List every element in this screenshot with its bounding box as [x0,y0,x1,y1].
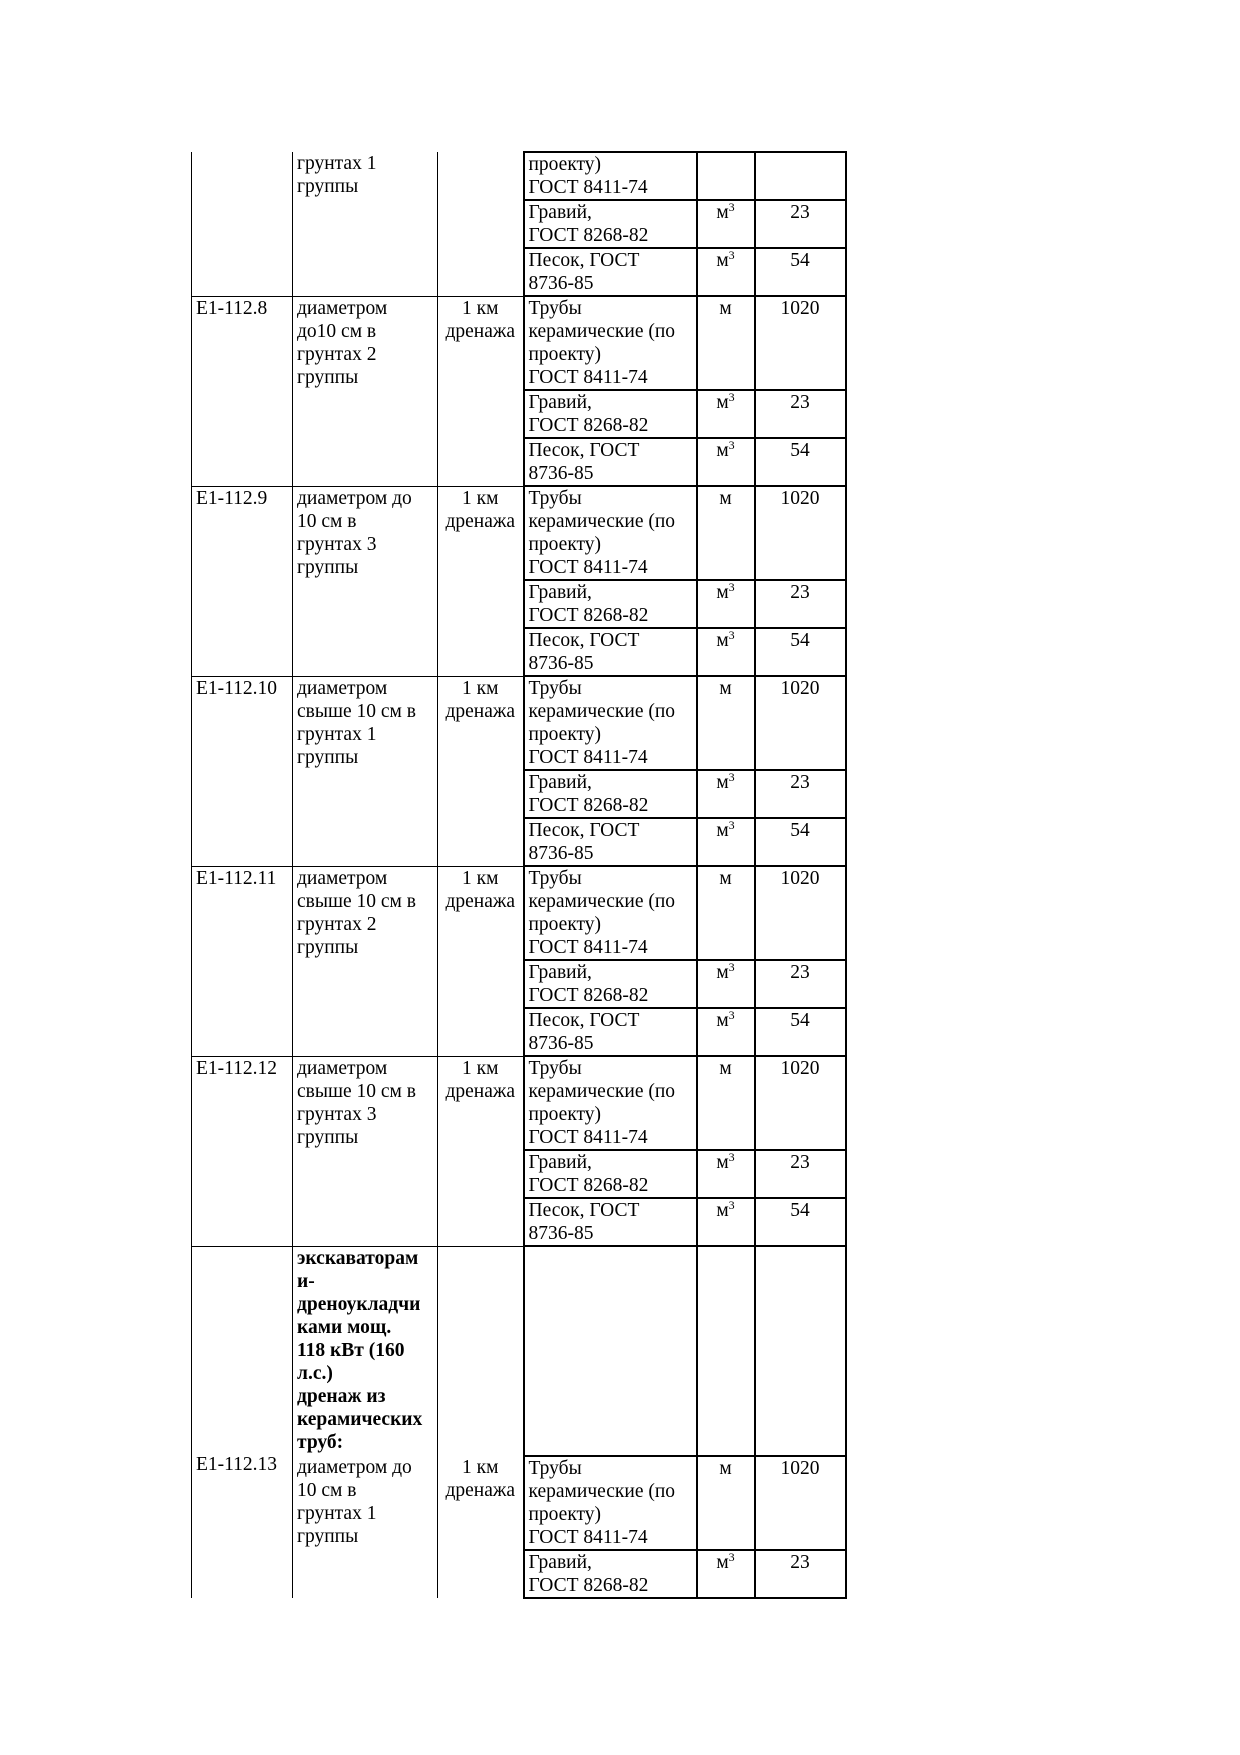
unit-exponent: 3 [728,1550,735,1564]
text-line: Гравий, [528,772,592,793]
quantity-value: 1020 [780,1058,820,1079]
text-line: дренажа [445,700,516,722]
resource-name-cell [524,296,697,390]
resource-name-cell [524,676,697,770]
quantity-value: 54 [790,1200,810,1221]
text-line: Гравий, [528,582,592,603]
resource-unit-cell [697,296,755,390]
text-line: проекту) [528,534,602,555]
quantity-value: 23 [790,1152,810,1173]
text-line: группы [297,746,359,768]
text-line: л.с.) [297,1362,333,1384]
unit-exponent: 3 [728,1150,735,1164]
quantity-cell [755,1198,846,1246]
text-line: группы [297,1126,359,1148]
quantity-cell [755,438,846,486]
resource-unit-cell [697,248,755,296]
text-line: 118 кВт (160 [297,1339,405,1361]
text-line: проекту) [528,914,602,935]
resource-unit: м [716,440,729,461]
text-line: и- [297,1270,315,1292]
resource-unit-cell [697,200,755,248]
code-cell [192,152,293,296]
measure-unit-cell [438,1456,524,1598]
text-line: 8736-85 [528,463,594,484]
resource-name-cell [524,866,697,960]
text-line: Песок, ГОСТ [528,440,640,461]
work-name-cell [293,152,438,296]
code-cell [192,1056,293,1246]
text-line: Песок, ГОСТ [528,820,640,841]
text-line: ками мощ. [297,1316,392,1338]
norm-row [192,152,846,200]
unit-exponent: 3 [728,390,735,404]
text-line: ГОСТ 8411-74 [528,177,648,198]
text-line: Гравий, [528,962,592,983]
quantity-cell [755,296,846,390]
quantity-cell [755,390,846,438]
quantity-value: 23 [790,772,810,793]
text-line: керамические (по [528,701,676,722]
text-line: ГОСТ 8411-74 [528,1127,648,1148]
resource-name-cell [524,1150,697,1198]
text-line: 1 км [462,867,499,889]
text-line: дренажа [445,320,516,342]
text-line: ГОСТ 8268-82 [528,1575,649,1596]
resource-name-cell [524,200,697,248]
resource-name-cell [524,580,697,628]
text-line: ГОСТ 8268-82 [528,605,649,626]
norm-code: Е1-112.9 [196,487,268,509]
quantity-value: 23 [790,1552,810,1573]
resource-name-cell [524,818,697,866]
resource-unit: м [716,1010,729,1031]
text-line: 1 км [462,677,499,699]
text-line: грунтах 1 [297,1503,377,1524]
text-line: керамические (по [528,891,676,912]
code-cell [192,486,293,676]
text-line: проекту) [528,154,602,175]
text-line: ГОСТ 8411-74 [528,937,648,958]
quantity-value: 54 [790,820,810,841]
text-line: диаметром [297,297,388,319]
text-line: дренажа [445,1480,516,1501]
text-line: группы [297,366,359,388]
resource-name-cell [524,628,697,676]
text-line: Гравий, [528,1552,592,1573]
resource-unit-cell [697,390,755,438]
text-line: Трубы [528,1458,582,1479]
resource-name-cell [524,1198,697,1246]
quantity-cell [755,676,846,770]
text-line: проекту) [528,344,602,365]
resource-name-cell [524,1456,697,1550]
resource-unit-cell [697,866,755,960]
resource-unit-cell [697,818,755,866]
resource-unit: м [716,820,729,841]
text-line: дренаж из [297,1385,386,1407]
quantity-value: 1020 [780,298,820,319]
text-line: Гравий, [528,202,592,223]
text-line: ГОСТ 8268-82 [528,985,649,1006]
text-line: группы [297,1526,359,1547]
quantity-value: 54 [790,630,810,651]
text-line: Трубы [528,1058,582,1079]
work-name-cell [293,296,438,486]
text-line: грунтах 2 [297,913,377,935]
text-line: Песок, ГОСТ [528,1010,640,1031]
quantity-value: 54 [790,1010,810,1031]
resource-name-cell [524,390,697,438]
text-line: керамических [297,1408,423,1430]
text-line: диаметром [297,1057,388,1079]
text-line: дренажа [445,890,516,912]
mu-cell [697,1246,755,1456]
text-line: проекту) [528,724,602,745]
resource-unit: м [716,392,729,413]
text-line: керамические (по [528,1081,676,1102]
text-line: 1 км [462,1457,499,1478]
text-line: Песок, ГОСТ [528,630,640,651]
quantity-cell [755,1550,846,1598]
resource-unit: м [716,1552,729,1573]
code-cell [192,676,293,866]
unit-exponent: 3 [728,818,735,832]
work-name-cell [293,866,438,1056]
text-line: проекту) [528,1104,602,1125]
resource-unit: м [716,202,729,223]
text-line: Трубы [528,868,582,889]
resource-unit: м [719,1458,732,1479]
unit-exponent: 3 [728,438,735,452]
text-line: грунтах 3 [297,533,377,555]
quantity-cell [755,1456,846,1550]
resource-norm-table [191,151,847,1599]
text-line: свыше 10 см в [297,1080,416,1102]
resource-name-cell [524,248,697,296]
norm-code: Е1-112.13 [196,1453,278,1475]
resource-unit: м [719,298,732,319]
text-line: 8736-85 [528,843,594,864]
text-line: группы [297,176,359,197]
work-name-cell [293,1056,438,1246]
resource-name-cell [524,770,697,818]
quantity-cell [755,818,846,866]
quantity-value: 23 [790,962,810,983]
resource-name-cell [524,1008,697,1056]
resource-name-cell [524,438,697,486]
resource-unit-cell [697,676,755,770]
resource-unit: м [716,962,729,983]
text-line: дренажа [445,510,516,532]
text-line: 1 км [462,1057,499,1079]
quantity-cell [755,580,846,628]
work-name-cell [293,676,438,866]
resource-name-cell [524,1550,697,1598]
quantity-cell [755,1056,846,1150]
text-line: Трубы [528,488,582,509]
resource-unit: м [716,1152,729,1173]
text-line: грунтах 3 [297,1103,377,1125]
resource-unit-cell [697,628,755,676]
text-line: 1 км [462,297,499,319]
norm-code: Е1-112.12 [196,1057,278,1079]
measure-unit-cell [438,296,524,486]
text-line: диаметром до [297,487,412,509]
norm-row [192,1056,846,1150]
quantity-value: 1020 [780,868,820,889]
resource-unit-cell [697,1456,755,1550]
quantity-cell [755,1008,846,1056]
text-line: 10 см в [297,510,357,532]
measure-unit-cell [438,152,524,296]
resource-unit-cell [697,1150,755,1198]
text-line: ГОСТ 8411-74 [528,557,648,578]
text-line: 10 см в [297,1480,357,1501]
norm-code: Е1-112.11 [196,867,277,889]
resource-unit: м [716,772,729,793]
unit-cell [438,1246,524,1456]
text-line: группы [297,556,359,578]
res-cell [524,1246,697,1456]
resource-unit-cell [697,486,755,580]
resource-unit-cell [697,1198,755,1246]
unit-exponent: 3 [728,628,735,642]
text-line: грунтах 1 [297,153,377,174]
text-line: грунтах 1 [297,723,377,745]
unit-exponent: 3 [728,200,735,214]
unit-exponent: 3 [728,960,735,974]
unit-exponent: 3 [728,248,735,262]
text-line: Трубы [528,678,582,699]
quantity-cell [755,152,846,200]
text-line: свыше 10 см в [297,890,416,912]
text-line: диаметром [297,677,388,699]
text-line: свыше 10 см в [297,700,416,722]
work-name-cell [293,1456,438,1598]
text-line: группы [297,936,359,958]
norm-code: Е1-112.8 [196,297,268,319]
section-heading-row [192,1246,846,1456]
text-line: 8736-85 [528,273,594,294]
text-line: Песок, ГОСТ [528,250,640,271]
text-line: керамические (по [528,511,676,532]
quantity-cell [755,866,846,960]
quantity-value: 23 [790,392,810,413]
quantity-value: 1020 [780,1458,820,1479]
section-heading [293,1246,438,1456]
text-line: диаметром [297,867,388,889]
text-line: 8736-85 [528,653,594,674]
quantity-cell [755,960,846,1008]
resource-unit-cell [697,770,755,818]
norm-row [192,486,846,580]
norm-row [192,296,846,390]
text-line: ГОСТ 8411-74 [528,367,648,388]
resource-unit: м [719,868,732,889]
norm-row [192,676,846,770]
text-line: до10 см в [297,320,377,342]
text-line: ГОСТ 8268-82 [528,415,649,436]
code-cell [192,866,293,1056]
quantity-cell [755,1150,846,1198]
resource-unit: м [719,488,732,509]
text-line: диаметром до [297,1457,412,1478]
norm-code: Е1-112.10 [196,677,278,699]
quantity-cell [755,200,846,248]
text-line: 8736-85 [528,1033,594,1054]
text-line: ГОСТ 8268-82 [528,225,649,246]
measure-unit-cell [438,866,524,1056]
text-line: керамические (по [528,321,676,342]
text-line: грунтах 2 [297,343,377,365]
quantity-value: 1020 [780,488,820,509]
text-line: ГОСТ 8268-82 [528,1175,649,1196]
measure-unit-cell [438,486,524,676]
measure-unit-cell [438,676,524,866]
text-line: 1 км [462,487,499,509]
text-line: 8736-85 [528,1223,594,1244]
resource-unit-cell [697,152,755,200]
text-line: ГОСТ 8411-74 [528,1527,648,1548]
text-line: дренажа [445,1080,516,1102]
qty-cell [755,1246,846,1456]
text-line: проекту) [528,1504,602,1525]
unit-exponent: 3 [728,1198,735,1212]
quantity-value: 1020 [780,678,820,699]
resource-unit: м [716,250,729,271]
resource-name-cell [524,152,697,200]
text-line: труб: [297,1431,344,1453]
unit-exponent: 3 [728,580,735,594]
text-line: Гравий, [528,392,592,413]
text-line: керамические (по [528,1481,676,1502]
resource-unit-cell [697,1056,755,1150]
work-name-cell [293,486,438,676]
document-page [191,151,847,1599]
quantity-value: 23 [790,582,810,603]
quantity-cell [755,248,846,296]
code-cell [192,296,293,486]
text-line: Песок, ГОСТ [528,1200,640,1221]
text-line: ГОСТ 8268-82 [528,795,649,816]
resource-unit-cell [697,960,755,1008]
code-cell [192,1246,293,1598]
quantity-value: 23 [790,202,810,223]
resource-unit: м [719,678,732,699]
resource-unit-cell [697,438,755,486]
measure-unit-cell [438,1056,524,1246]
resource-unit: м [716,630,729,651]
resource-unit-cell [697,580,755,628]
text-line: Трубы [528,298,582,319]
resource-unit-cell [697,1550,755,1598]
resource-name-cell [524,960,697,1008]
resource-unit-cell [697,1008,755,1056]
resource-name-cell [524,486,697,580]
norm-row [192,866,846,960]
resource-unit: м [716,582,729,603]
resource-name-cell [524,1056,697,1150]
text-line: ГОСТ 8411-74 [528,747,648,768]
quantity-cell [755,486,846,580]
text-line: экскаваторам [297,1247,419,1269]
text-line: Гравий, [528,1152,592,1173]
resource-unit: м [719,1058,732,1079]
unit-exponent: 3 [728,770,735,784]
unit-exponent: 3 [728,1008,735,1022]
text-line: дреноукладчи [297,1293,421,1315]
quantity-cell [755,628,846,676]
quantity-cell [755,770,846,818]
quantity-value: 54 [790,440,810,461]
quantity-value: 54 [790,250,810,271]
resource-unit: м [716,1200,729,1221]
